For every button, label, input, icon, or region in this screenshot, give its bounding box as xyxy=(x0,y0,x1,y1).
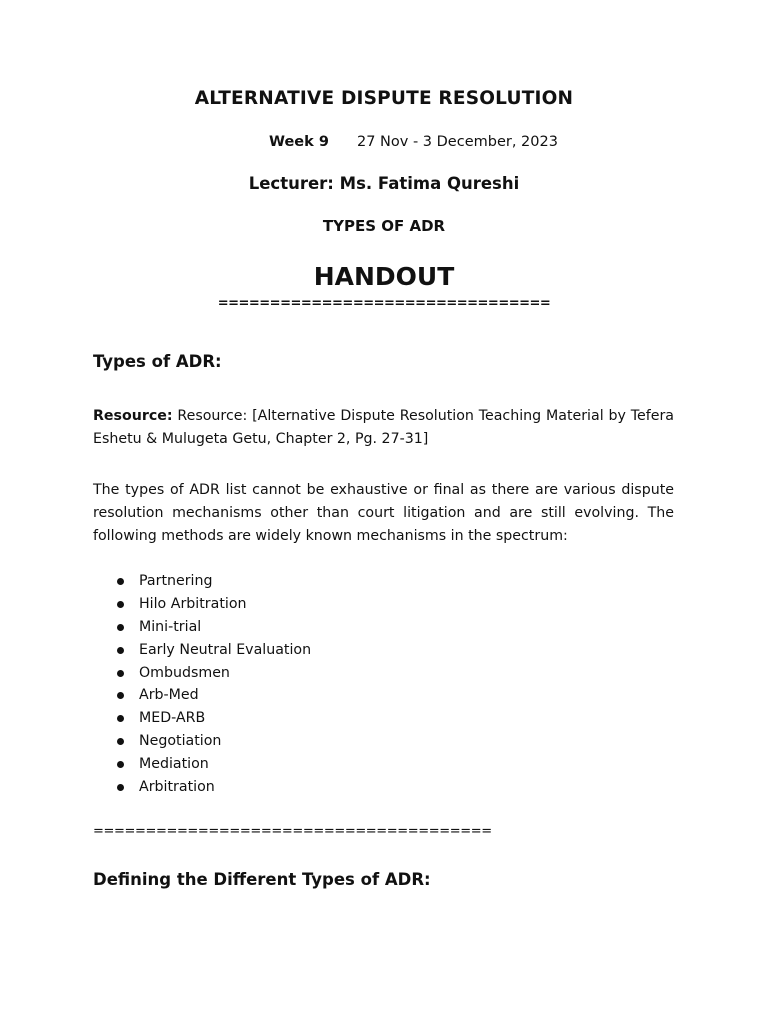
document-page: ALTERNATIVE DISPUTE RESOLUTION Week 9 27 Nov - 3 December, 2023 Lecturer: Ms. Fatima Qureshi TYPES OF ADR HANDOUT ================================ Types of ADR: Resource: Resource: [Alternative Dispute Resolution Teaching Material by Tefera Eshetu & Mulugeta Getu, Chapter 2, Pg. 27-31] The types of ADR list cannot be exhaustive or final as there are various dispute resolution mechanisms other than court litigation and are still evolving. The following methods are widely known mechanisms in the spectrum: Partnering Hilo Arbitration Mini-trial Early Neutral Evaluation Ombudsmen Arb-Med MED-ARB Negotiation Mediation Arbitration ====================================== Defining the Different Types of ADR: xyxy=(0,0,768,1024)
bullet-icon xyxy=(117,761,124,768)
resource-text: Resource: [Alternative Dispute Resolution Teaching Material by Tefera Eshetu & Mulugeta Getu, Chapter 2, Pg. 27-31] xyxy=(93,408,674,447)
bullet-icon xyxy=(117,601,124,608)
intro-paragraph: The types of ADR list cannot be exhaustive or final as there are various dispute resolution mechanisms other than court litigation and are still evolving. The following methods are widely known mechanisms in the spectrum: xyxy=(93,482,674,544)
document-title: ALTERNATIVE DISPUTE RESOLUTION xyxy=(194,88,574,109)
section-heading-types: Types of ADR: xyxy=(93,352,222,371)
bullet-icon xyxy=(117,670,124,677)
handout-rule: ================================ xyxy=(217,296,551,311)
bullet-icon xyxy=(117,647,124,654)
resource-label: Resource: xyxy=(93,408,173,424)
bullet-icon xyxy=(117,715,124,722)
week-label: Week 9 xyxy=(269,134,329,150)
topic-heading: TYPES OF ADR xyxy=(322,217,446,235)
bullet-icon xyxy=(117,784,124,791)
week-dates: 27 Nov - 3 December, 2023 xyxy=(357,134,558,150)
handout-heading: HANDOUT xyxy=(313,262,455,291)
lecturer-name: Lecturer: Ms. Fatima Qureshi xyxy=(248,174,520,193)
resource-paragraph xyxy=(93,405,674,451)
bullet-icon xyxy=(117,624,124,631)
section-divider: ====================================== xyxy=(93,824,492,839)
bullet-icon xyxy=(117,738,124,745)
section-heading-definitions: Defining the Different Types of ADR: xyxy=(93,870,431,889)
bullet-icon xyxy=(117,692,124,699)
bullet-icon xyxy=(117,578,124,585)
